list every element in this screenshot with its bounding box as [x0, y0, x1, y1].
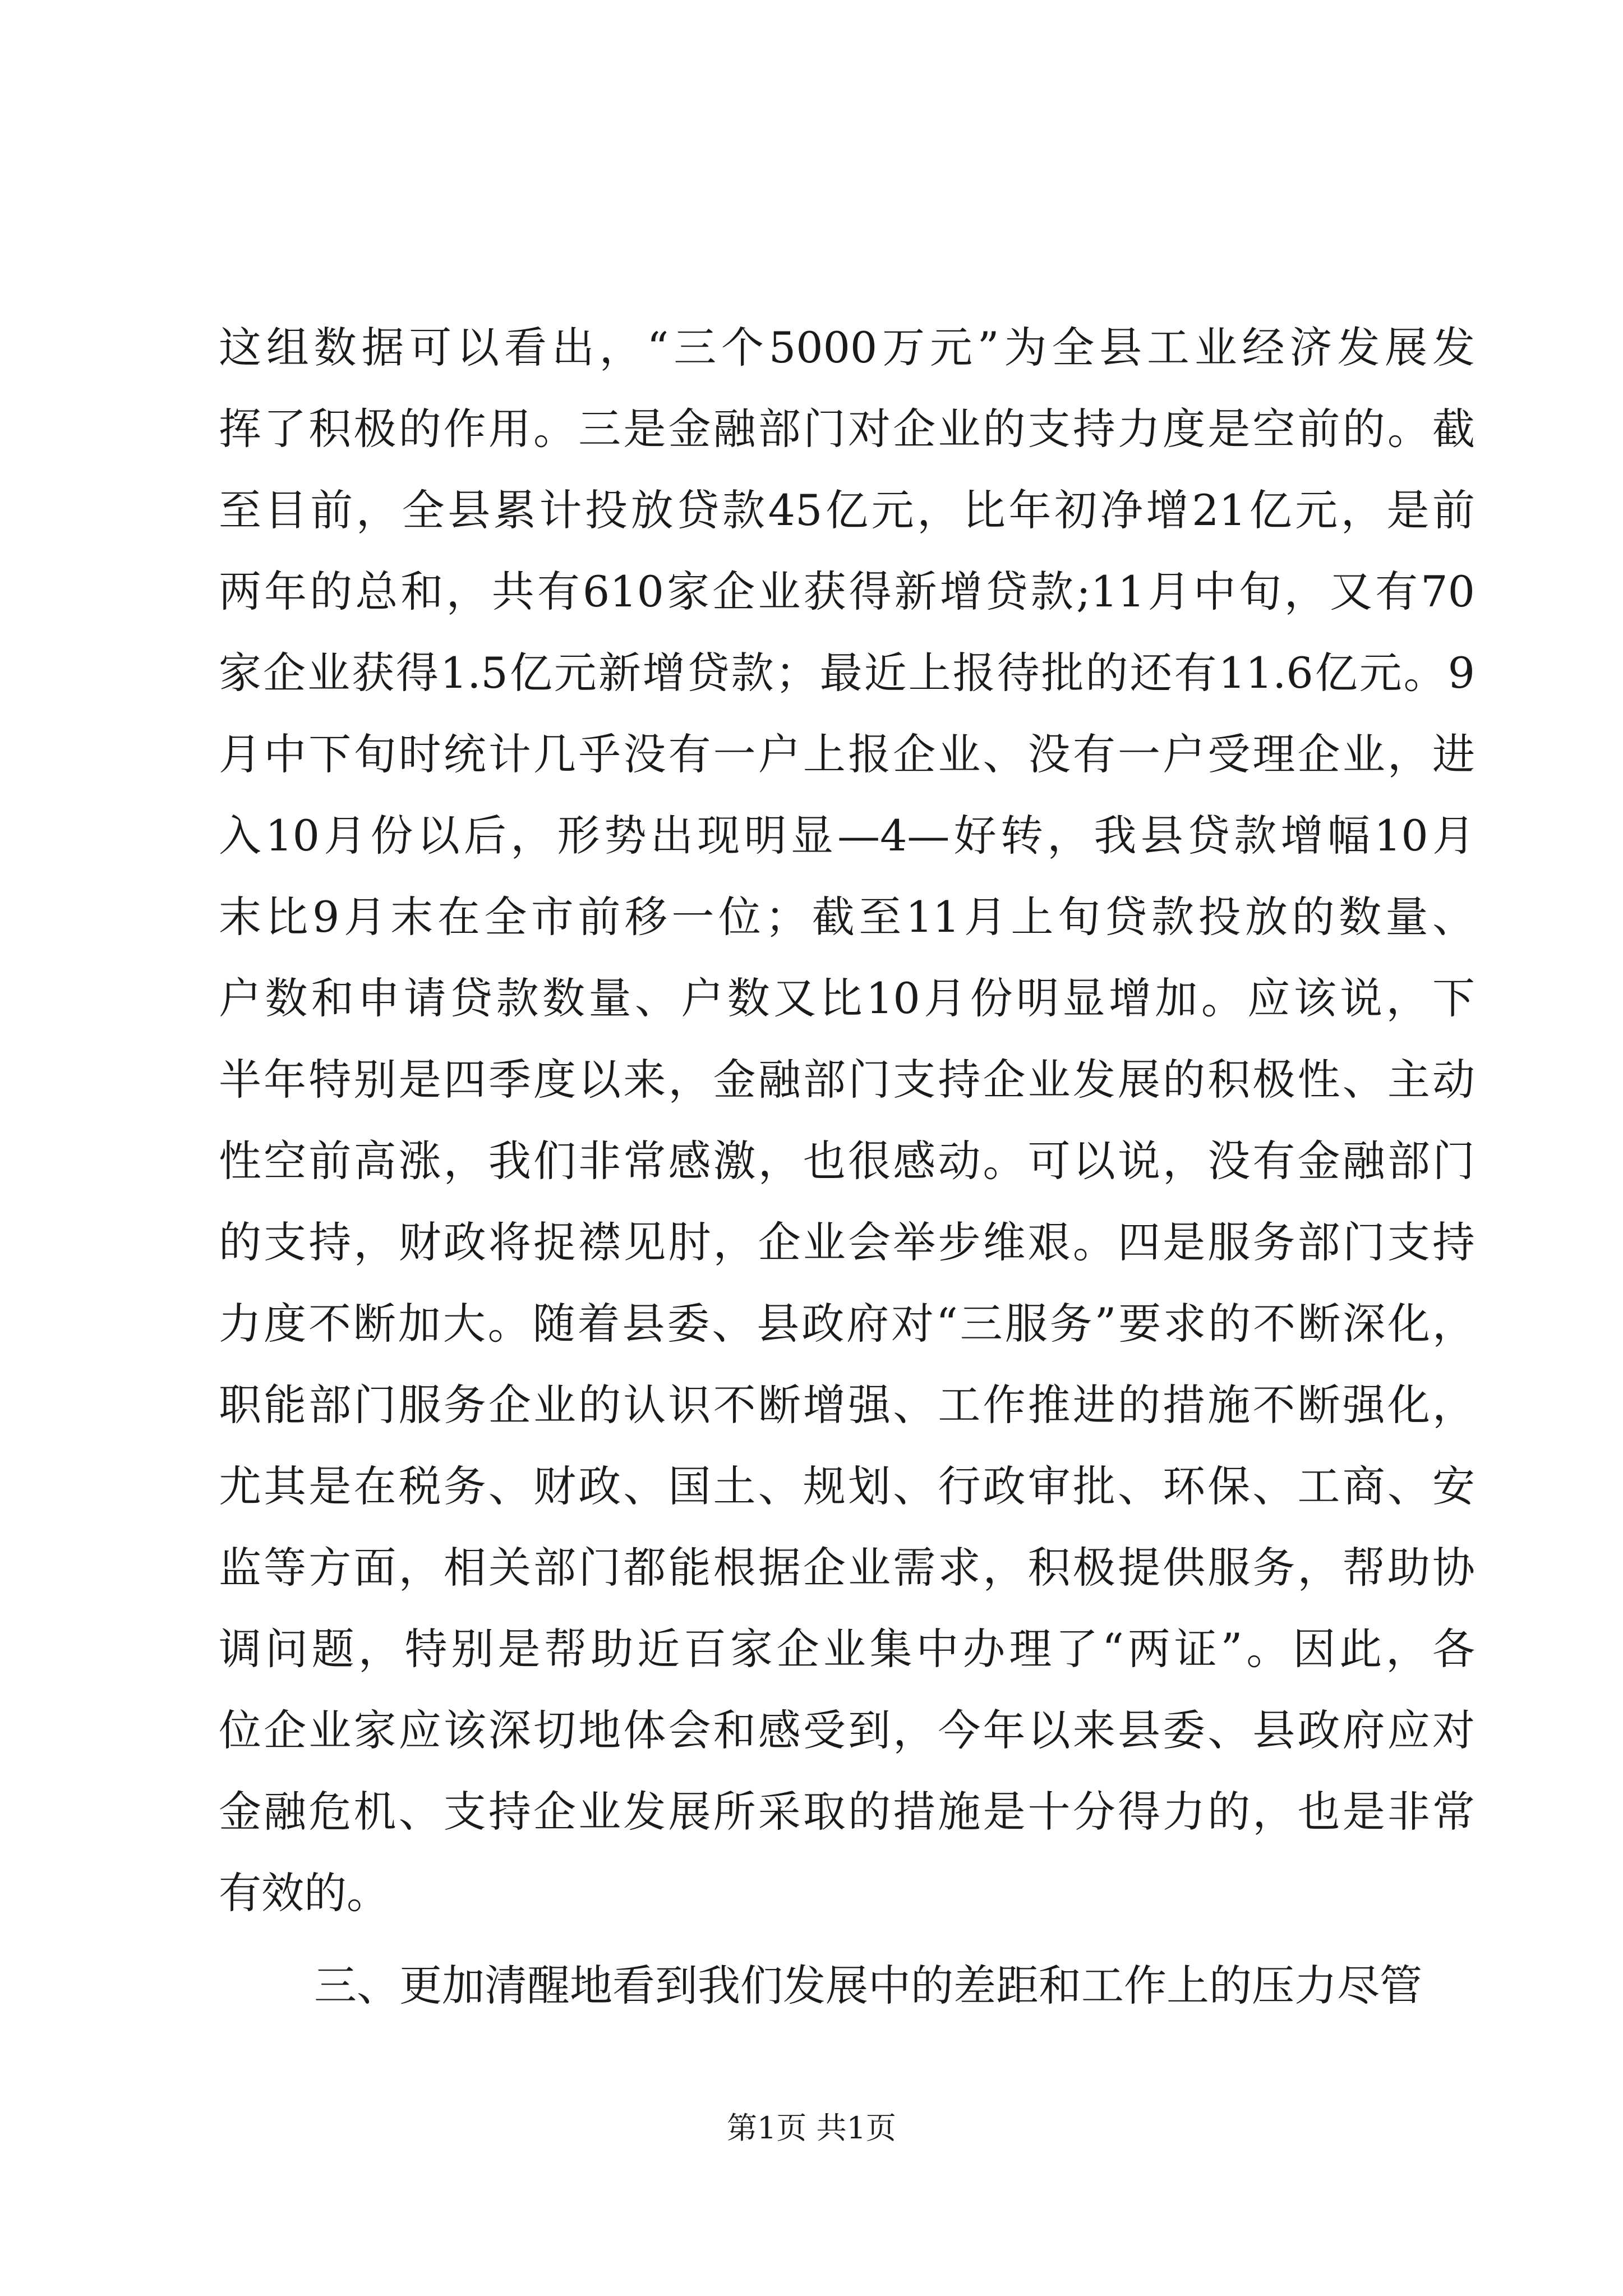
paragraph-line: 性空前高涨，我们非常感激，也很感动。可以说，没有金融部门 — [219, 1136, 1475, 1186]
paragraph-line: 入10月份以后，形势出现明显—4—好转，我县贷款增幅10月 — [219, 811, 1475, 861]
paragraph-line: 月中下旬时统计几乎没有一户上报企业、没有一户受理企业，进 — [219, 729, 1475, 779]
page-number-footer: 第1页 共1页 — [727, 2110, 896, 2146]
paragraph-line: 位企业家应该深切地体会和感受到，今年以来县委、县政府应对 — [219, 1705, 1475, 1755]
paragraph-line: 尤其是在税务、财政、国土、规划、行政审批、环保、工商、安 — [219, 1461, 1475, 1511]
paragraph-line: 半年特别是四季度以来，金融部门支持企业发展的积极性、主动 — [219, 1055, 1475, 1105]
paragraph-line: 两年的总和，共有610家企业获得新增贷款;11月中旬，又有70 — [219, 567, 1475, 616]
paragraph-line: 这组数据可以看出，“三个5000万元”为全县工业经济发展发 — [219, 323, 1475, 372]
paragraph-line: 挥了积极的作用。三是金融部门对企业的支持力度是空前的。截 — [219, 404, 1475, 454]
paragraph-line: 有效的。 — [219, 1868, 389, 1918]
paragraph-line: 家企业获得1.5亿元新增贷款；最近上报待批的还有11.6亿元。9 — [219, 648, 1475, 698]
paragraph-line: 金融危机、支持企业发展所采取的措施是十分得力的，也是非常 — [219, 1787, 1475, 1837]
paragraph-line: 调问题，特别是帮助近百家企业集中办理了“两证”。因此，各 — [219, 1624, 1475, 1674]
paragraph-line: 的支持，财政将捉襟见肘，企业会举步维艰。四是服务部门支持 — [219, 1217, 1475, 1267]
paragraph-line: 职能部门服务企业的认识不断增强、工作推进的措施不断强化， — [219, 1380, 1475, 1430]
section-heading-line: 三、更加清醒地看到我们发展中的差距和工作上的压力尽管 — [314, 1961, 1422, 2010]
paragraph-line: 至目前，全县累计投放贷款45亿元，比年初净增21亿元，是前 — [219, 485, 1475, 535]
paragraph-line: 户数和申请贷款数量、户数又比10月份明显增加。应该说，下 — [219, 973, 1475, 1023]
paragraph-line: 力度不断加大。随着县委、县政府对“三服务”要求的不断深化， — [219, 1299, 1475, 1349]
paragraph-line: 末比9月末在全市前移一位；截至11月上旬贷款投放的数量、 — [219, 892, 1475, 942]
paragraph-line: 监等方面，相关部门都能根据企业需求，积极提供服务，帮助协 — [219, 1543, 1475, 1593]
